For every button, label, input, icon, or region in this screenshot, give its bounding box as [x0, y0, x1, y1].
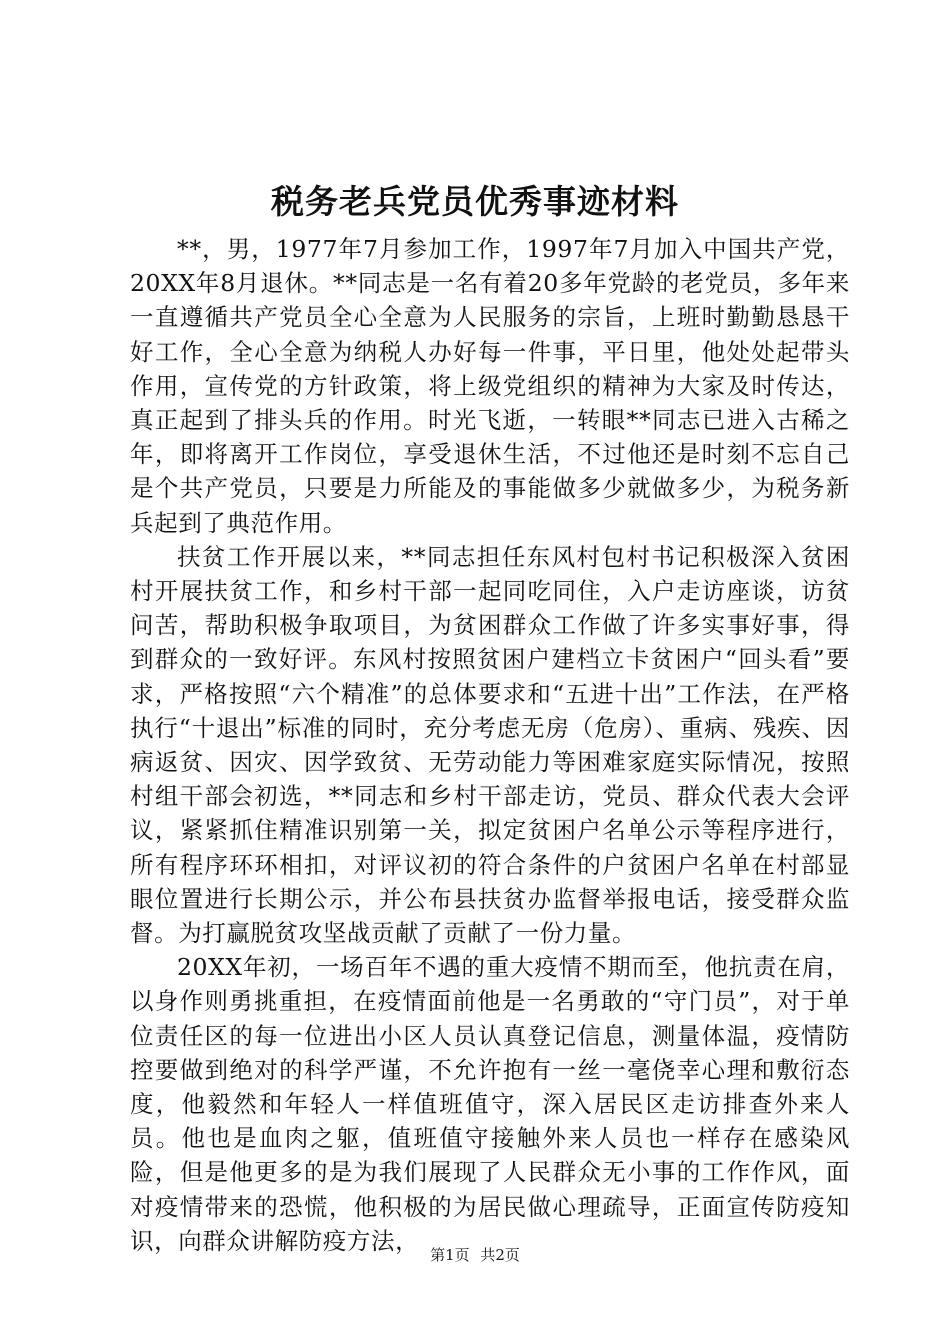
page-total: 共2页	[480, 1246, 520, 1264]
paragraph: 扶贫工作开展以来，**同志担任东风村包村书记积极深入贫困村开展扶贫工作，和乡村干部一起同吃同住，入户走访座谈，访贫问苦，帮助积极争取项目，为贫困群众工作做了许多实事好事，得到群众的一致好评。东风村按照贫困户建档立卡贫困户“回头看”要求，严格按照“六个精准”的总体要求和“五进十出”工作法，在严格执行“十退出”标准的同时，充分考虑无房（危房）、重病、残疾、因病返贫、因灾、因学致贫、无劳动能力等困难家庭实际情况，按照村组干部会初选，**同志和乡村干部走访，党员、群众代表大会评议，紧紧抓住精准识别第一关，拟定贫困户名单公示等程序进行，所有程序环环相扣，对评议初的符合条件的户贫困户名单在村部显眼位置进行长期公示，并公布县扶贫办监督举报电话，接受群众监督。为打赢脱贫攻坚战贡献了贡献了一份力量。	[130, 542, 850, 948]
page-footer	[0, 1245, 950, 1265]
paragraph: 20XX年初，一场百年不遇的重大疫情不期而至，他抗责在肩，以身作则勇挑重担，在疫情面前他是一名勇敢的“守门员”，对于单位责任区的每一位进出小区人员认真登记信息，测量体温，疫情防控要做到绝对的科学严谨，不允许抱有一丝一毫侥幸心理和敷衍态度，他毅然和年轻人一样值班值守，深入居民区走访排查外来人员。他也是血肉之躯，值班值守接触外来人员也一样存在感染风险，但是他更多的是为我们展现了人民群众无小事的工作作风，面对疫情带来的恐慌，他积极的为居民做心理疏导，正面宣传防疫知识，向群众讲解防疫方法，	[130, 953, 850, 1255]
document-title: 税务老兵党员优秀事迹材料	[271, 182, 679, 221]
page-number: 第1页	[430, 1246, 470, 1264]
document-body	[130, 232, 850, 1258]
paragraph: **，男，1977年7月参加工作，1997年7月加入中国共产党，20XX年8月退休。**同志是一名有着20多年党龄的老党员，多年来一直遵循共产党员全心全意为人民服务的宗旨，上班时勤勤恳恳干好工作，全心全意为纳税人办好每一件事，平日里，他处处起带头作用，宣传党的方针政策，将上级党组织的精神为大家及时传达，真正起到了排头兵的作用。时光飞逝，一转眼**同志已进入古稀之年，即将离开工作岗位，享受退休生活，不过他还是时刻不忘自己是个共产党员，只要是力所能及的事能做多少就做多少，为税务新兵起到了典范作用。	[130, 235, 850, 537]
